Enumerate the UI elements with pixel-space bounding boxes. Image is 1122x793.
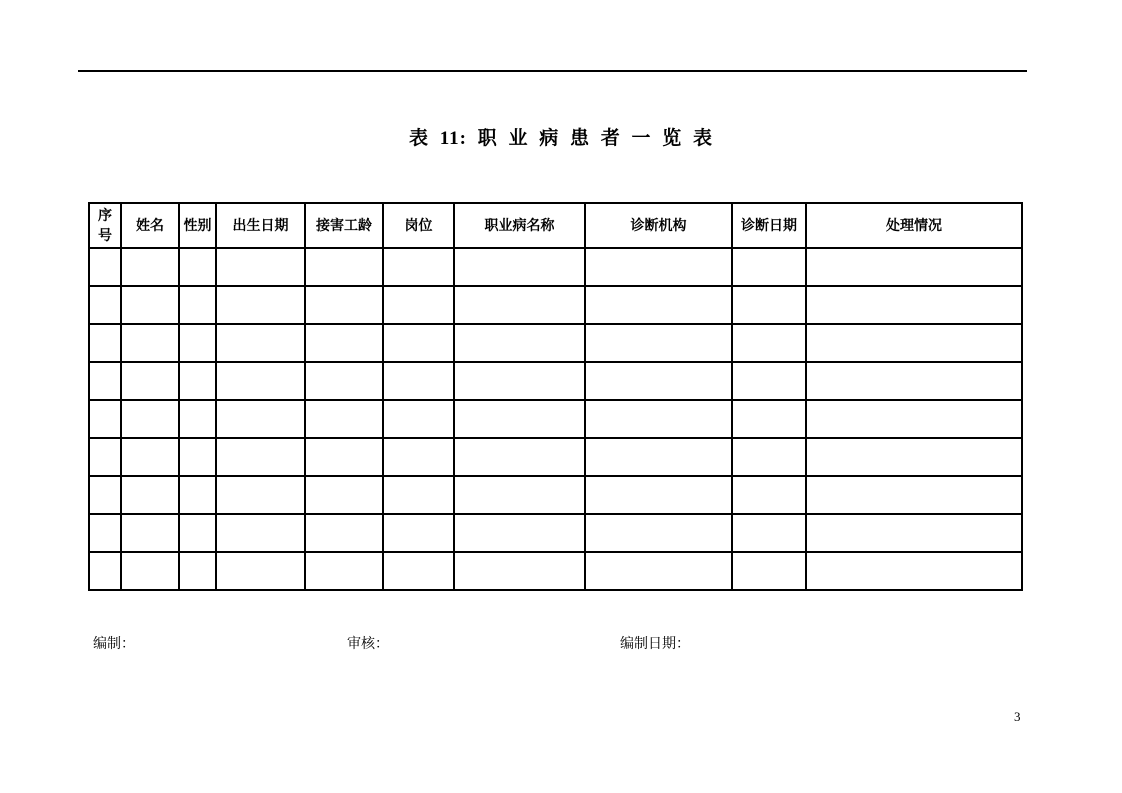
table-row xyxy=(89,476,1022,514)
empty-cell xyxy=(806,476,1022,514)
empty-cell xyxy=(216,476,305,514)
empty-cell xyxy=(216,552,305,590)
empty-cell xyxy=(454,514,585,552)
empty-cell xyxy=(585,476,732,514)
empty-cell xyxy=(216,400,305,438)
empty-cell xyxy=(216,514,305,552)
empty-cell xyxy=(383,514,454,552)
empty-cell xyxy=(585,552,732,590)
empty-cell xyxy=(179,400,216,438)
prepared-date-label: 编制日期： xyxy=(620,637,690,652)
empty-cell xyxy=(383,476,454,514)
prepared-by-label: 编制： xyxy=(93,637,135,652)
column-header-6: 职业病名称 xyxy=(454,203,585,248)
empty-cell xyxy=(121,248,179,286)
page-number: 3 xyxy=(1014,709,1021,724)
empty-cell xyxy=(383,552,454,590)
empty-cell xyxy=(179,324,216,362)
empty-cell xyxy=(383,362,454,400)
empty-cell xyxy=(216,324,305,362)
empty-cell xyxy=(216,248,305,286)
header-rule xyxy=(78,70,1027,72)
empty-cell xyxy=(585,514,732,552)
empty-cell xyxy=(585,286,732,324)
empty-cell xyxy=(454,248,585,286)
empty-cell xyxy=(383,438,454,476)
table-row xyxy=(89,438,1022,476)
empty-cell xyxy=(89,400,121,438)
empty-cell xyxy=(89,514,121,552)
empty-cell xyxy=(179,286,216,324)
empty-cell xyxy=(89,476,121,514)
table-row xyxy=(89,400,1022,438)
empty-cell xyxy=(305,476,383,514)
empty-cell xyxy=(89,286,121,324)
empty-cell xyxy=(216,438,305,476)
empty-cell xyxy=(806,552,1022,590)
patients-table xyxy=(88,202,1023,591)
empty-cell xyxy=(121,438,179,476)
empty-cell xyxy=(383,286,454,324)
empty-cell xyxy=(732,324,806,362)
empty-cell xyxy=(732,438,806,476)
empty-cell xyxy=(305,552,383,590)
reviewed-by-label: 审核： xyxy=(347,637,389,652)
empty-cell xyxy=(383,248,454,286)
empty-cell xyxy=(806,362,1022,400)
empty-cell xyxy=(732,400,806,438)
empty-cell xyxy=(585,400,732,438)
empty-cell xyxy=(179,362,216,400)
empty-cell xyxy=(454,400,585,438)
empty-cell xyxy=(454,362,585,400)
empty-cell xyxy=(806,400,1022,438)
page-title: 表 11: 职 业 病 患 者 一 览 表 xyxy=(408,128,714,149)
empty-cell xyxy=(121,400,179,438)
empty-cell xyxy=(454,286,585,324)
empty-cell xyxy=(216,286,305,324)
empty-cell xyxy=(121,476,179,514)
column-header-0: 序号 xyxy=(89,203,121,248)
table-row xyxy=(89,552,1022,590)
table-row xyxy=(89,248,1022,286)
column-header-9: 处理情况 xyxy=(806,203,1022,248)
empty-cell xyxy=(732,514,806,552)
column-header-2: 性别 xyxy=(179,203,216,248)
column-header-1: 姓名 xyxy=(121,203,179,248)
empty-cell xyxy=(121,552,179,590)
empty-cell xyxy=(179,552,216,590)
table-row xyxy=(89,362,1022,400)
empty-cell xyxy=(305,514,383,552)
empty-cell xyxy=(179,514,216,552)
empty-cell xyxy=(305,324,383,362)
empty-cell xyxy=(121,324,179,362)
empty-cell xyxy=(121,362,179,400)
empty-cell xyxy=(179,476,216,514)
empty-cell xyxy=(806,248,1022,286)
empty-cell xyxy=(454,324,585,362)
column-header-4: 接害工龄 xyxy=(305,203,383,248)
empty-cell xyxy=(585,324,732,362)
empty-cell xyxy=(806,514,1022,552)
empty-cell xyxy=(454,552,585,590)
empty-cell xyxy=(585,362,732,400)
empty-cell xyxy=(732,552,806,590)
table-row xyxy=(89,286,1022,324)
empty-cell xyxy=(806,324,1022,362)
empty-cell xyxy=(89,438,121,476)
empty-cell xyxy=(89,362,121,400)
empty-cell xyxy=(121,514,179,552)
empty-cell xyxy=(585,438,732,476)
empty-cell xyxy=(305,286,383,324)
empty-cell xyxy=(585,248,732,286)
column-header-7: 诊断机构 xyxy=(585,203,732,248)
empty-cell xyxy=(383,324,454,362)
empty-cell xyxy=(305,438,383,476)
empty-cell xyxy=(454,476,585,514)
table-row xyxy=(89,324,1022,362)
empty-cell xyxy=(806,286,1022,324)
column-header-5: 岗位 xyxy=(383,203,454,248)
empty-cell xyxy=(89,552,121,590)
table-header-row xyxy=(89,203,1022,248)
empty-cell xyxy=(806,438,1022,476)
empty-cell xyxy=(305,362,383,400)
empty-cell xyxy=(732,362,806,400)
empty-cell xyxy=(732,286,806,324)
empty-cell xyxy=(454,438,585,476)
empty-cell xyxy=(121,286,179,324)
empty-cell xyxy=(305,248,383,286)
empty-cell xyxy=(179,438,216,476)
empty-cell xyxy=(89,324,121,362)
column-header-3: 出生日期 xyxy=(216,203,305,248)
empty-cell xyxy=(89,248,121,286)
empty-cell xyxy=(216,362,305,400)
empty-cell xyxy=(732,248,806,286)
empty-cell xyxy=(305,400,383,438)
empty-cell xyxy=(179,248,216,286)
table-row xyxy=(89,514,1022,552)
empty-cell xyxy=(383,400,454,438)
column-header-8: 诊断日期 xyxy=(732,203,806,248)
empty-cell xyxy=(732,476,806,514)
